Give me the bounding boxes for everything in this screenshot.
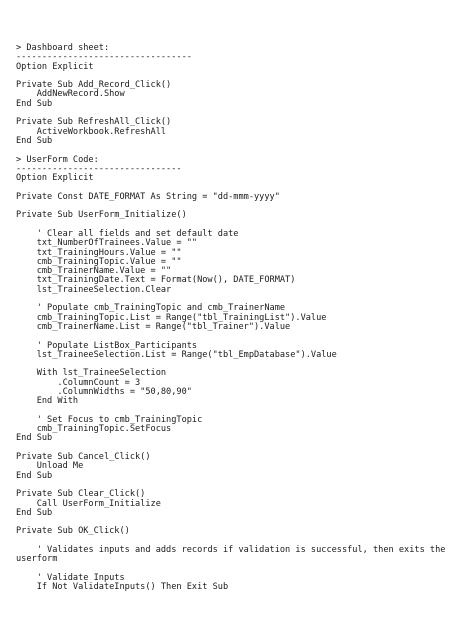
code-line: lst_TraineeSelection.Clear <box>16 284 172 295</box>
code-block <box>16 44 458 593</box>
code-line: End Sub <box>16 433 53 444</box>
code-line: Option Explicit <box>16 173 94 184</box>
code-line: Private Sub Add_Record_Click() <box>16 80 172 91</box>
code-line: ---------------------------------- <box>16 52 192 63</box>
code-line: txt_TrainingHours.Value = "" <box>16 247 182 258</box>
code-line: ' Populate ListBox_Participants <box>16 340 198 351</box>
code-line: ' Validate Inputs <box>16 572 125 583</box>
code-line: Private Sub UserForm_Initialize() <box>16 210 187 221</box>
code-line: End Sub <box>16 470 53 481</box>
code-line: lst_TraineeSelection.List = Range("tbl_EmpDatabase").Value <box>16 349 337 360</box>
code-line: Private Sub OK_Click() <box>16 526 130 537</box>
code-line: AddNewRecord.Show <box>16 89 125 100</box>
code-line: cmb_TrainerName.Value = "" <box>16 266 172 277</box>
code-line: End With <box>16 396 79 407</box>
code-line: .ColumnCount = 3 <box>16 377 141 388</box>
code-line: ActiveWorkbook.RefreshAll <box>16 126 167 137</box>
code-line: cmb_TrainingTopic.SetFocus <box>16 424 172 435</box>
code-line: > UserForm Code: <box>16 154 99 165</box>
code-line: Private Sub RefreshAll_Click() <box>16 117 172 128</box>
code-line: > Dashboard sheet: <box>16 43 110 53</box>
code-line: ' Set Focus to cmb_TrainingTopic <box>16 414 203 425</box>
code-line: End Sub <box>16 135 53 146</box>
code-line: Private Sub Cancel_Click() <box>16 452 151 463</box>
code-line: Option Explicit <box>16 61 94 72</box>
code-line: Unload Me <box>16 461 84 472</box>
code-line: ' Clear all fields and set default date <box>16 228 239 239</box>
code-line: With lst_TraineeSelection <box>16 368 167 379</box>
code-line: ' Validates inputs and adds records if validation is successful, then exits the userform <box>16 545 451 565</box>
code-line: End Sub <box>16 507 53 518</box>
code-line: txt_NumberOfTrainees.Value = "" <box>16 238 198 249</box>
code-line: cmb_TrainerName.List = Range("tbl_Trainer").Value <box>16 321 291 332</box>
code-line: cmb_TrainingTopic.List = Range("tbl_TrainingList").Value <box>16 312 327 323</box>
code-line: cmb_TrainingTopic.Value = "" <box>16 256 182 267</box>
code-line: Private Sub Clear_Click() <box>16 489 146 500</box>
code-line: If Not ValidateInputs() Then Exit Sub <box>16 582 229 593</box>
code-line: txt_TrainingDate.Text = Format(Now(), DATE_FORMAT) <box>16 275 296 286</box>
code-line: -------------------------------- <box>16 163 182 174</box>
code-line: .ColumnWidths = "50,80,90" <box>16 386 192 397</box>
code-line: End Sub <box>16 98 53 109</box>
code-line: Call UserForm_Initialize <box>16 498 161 509</box>
code-line: ' Populate cmb_TrainingTopic and cmb_TrainerName <box>16 303 286 314</box>
code-line: Private Const DATE_FORMAT As String = "dd-mmm-yyyy" <box>16 191 280 202</box>
